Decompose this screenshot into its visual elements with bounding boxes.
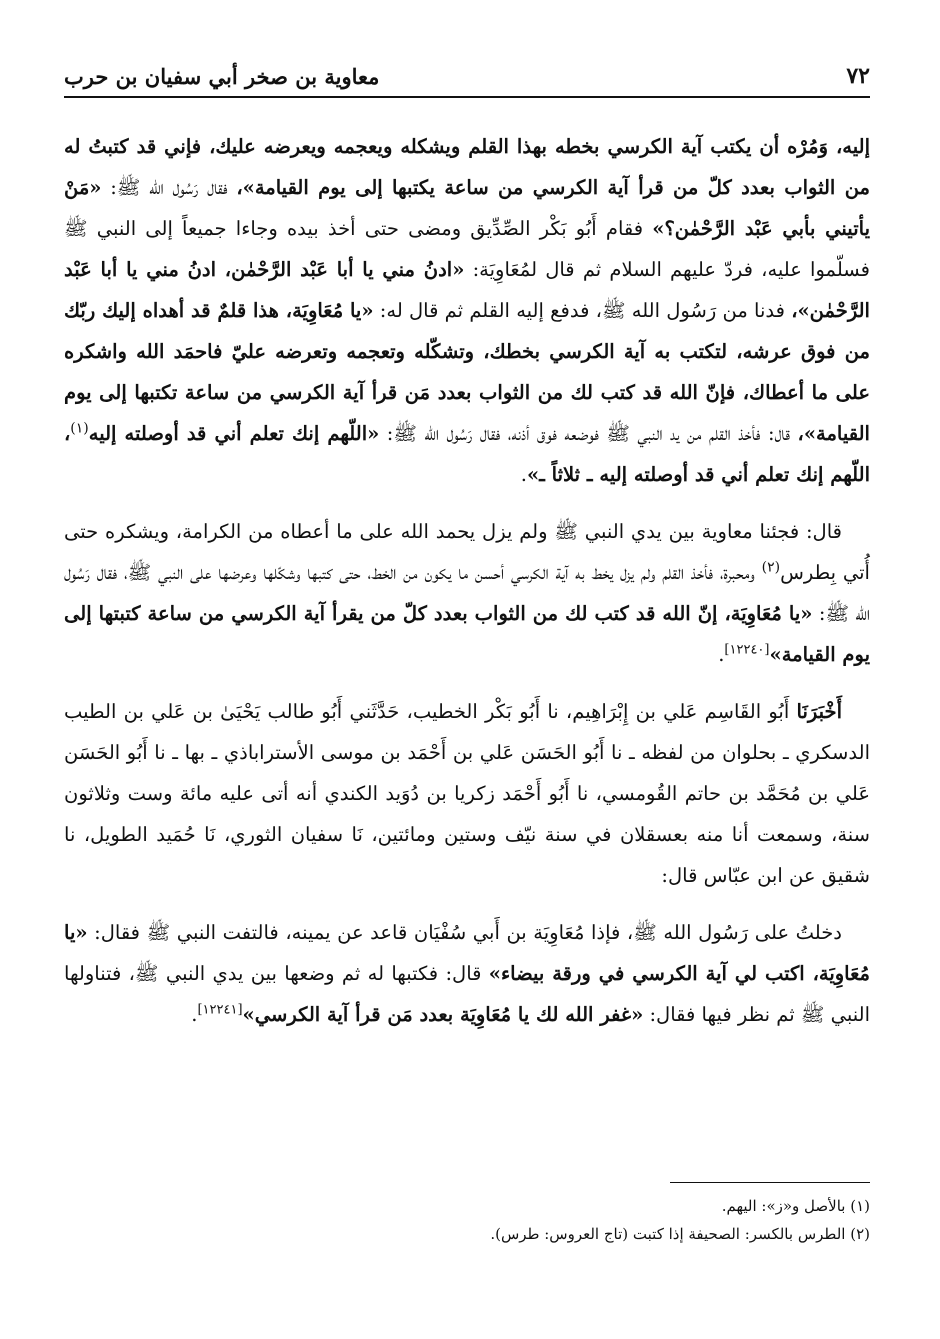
page-number: ٧٢ — [846, 63, 870, 89]
narration-text: قال: فكتبها له ثم وضعها بين يدي النبي ﷺ، فتناولها النبي ﷺ ثم نظر فيها فقال: — [64, 962, 870, 1026]
footnote-2: (٢) الطرس بالكسر: الصحيفة إذا كتبت (تاج العروس: طرس). — [490, 1225, 870, 1243]
narration-text: فقام أَبُو بَكْر الصِّدِّيق ومضى حتى أخذ بيده وجاءا جميعاً إلى النبي ﷺ فسلّموا عليه، فردّ عليهم السلام ثم قال لمُعَاوِيَة: — [64, 217, 870, 281]
footnote-divider — [670, 1182, 870, 1183]
hadith-text: «ادنُ مني يا أبا عَبْد الرَّحْمٰن، ادنُ مني يا أبا عَبْد الرَّحْمٰن»، — [64, 258, 870, 322]
main-text — [64, 126, 870, 1051]
running-title: معاوية بن صخر أبي سفيان بن حرب — [64, 63, 380, 89]
footnote-marker: (٢) — [761, 559, 781, 576]
hadith-text: «مَنْ يأتيني بأبي عَبْد الرَّحْمٰن؟» — [64, 176, 870, 240]
hadith-text: «يا مُعَاوِيَة، هذا قلمٌ قد أهداه إليك ربّك من فوق عرشه، لتكتب به آية الكرسي بخطك، وتشكّله وتعجمه وتعرضه عليّ فاحمَد الله واشكره على ما أعطاك، فإنّ الله قد كتب لك من الثواب بعدد مَن قرأ آية الكرسي من ساعة تكتبها إلى يوم القيامة»، — [64, 299, 870, 445]
chain-opener: أَخْبَرَنَا — [796, 700, 842, 723]
narration-text: . — [191, 1003, 198, 1026]
hadith-text: «يا مُعَاوِيَة، إنّ الله قد كتب لك من الثواب بعدد كلّ من يقرأ آية الكرسي من ساعة كتبتها إلى يوم القيامة» — [64, 602, 870, 666]
hadith-text: «اللّهم إنك تعلم أني قد أوصلته إليه — [88, 422, 380, 445]
narration-text: فدنا من رَسُول الله ﷺ، فدفع إليه القلم ثم قال له: — [373, 299, 792, 322]
narration-text: قال: فأخذ القلم من يد النبي ﷺ فوضعه فوق أذنه، فقال رَسُول الله ﷺ: — [379, 422, 798, 445]
hadith-text: «يا مُعَاوِيَة، اكتب لي آية الكرسي في ورقة بيضاء» — [64, 921, 870, 985]
reference-number: [١٢٢٤١] — [197, 1002, 243, 1018]
footnote-marker: (١) — [70, 420, 89, 437]
reference-number: [١٢٢٤٠] — [724, 642, 770, 658]
hadith-text: ، اللّهم إنك تعلم أني قد أوصلته إليه ـ ثلاثاً ـ» — [64, 422, 870, 486]
narration-text: قال: فجئنا معاوية بين يدي النبي ﷺ ولم يزل يحمد الله على ما أعطاه من الكرامة، ويشكره حتى أُتي بِطرس — [64, 520, 870, 584]
narration-text: دخلتُ على رَسُول الله ﷺ، فإذا مُعَاوِيَة بن أَبي سُفْيَان قاعد عن يمينه، فالتفت النبي ﷺ فقال: — [87, 921, 842, 944]
footnotes — [64, 1192, 870, 1248]
paragraph-1 — [64, 126, 870, 495]
paragraph-4 — [64, 912, 870, 1035]
narration-text: فقال رَسُول الله ﷺ: — [101, 176, 237, 199]
footnote-1: (١) بالأصل و«ز»: اليهم. — [721, 1197, 870, 1215]
page-header — [64, 56, 870, 98]
narration-text: . — [520, 463, 527, 486]
narration-text: . — [718, 643, 725, 666]
narration-text: ومحبرة، فأخذ القلم ولم يزل يخط به آية الكرسي أحسن ما يكون من الخط، حتى كتبها وشكّلها وعرضها على النبي ﷺ، فقال رَسُول الله ﷺ: — [64, 561, 870, 625]
paragraph-3 — [64, 691, 870, 896]
paragraph-2 — [64, 511, 870, 675]
hadith-text: إليه، وَمُرْه أن يكتب آية الكرسي بخطه بهذا القلم ويشكله ويعجمه ويعرضه عليك، فإني قد كتبتُ له من الثواب بعدد كلّ من قرأ آية الكرسي من ساعة يكتبها إلى يوم القيامة»، — [64, 135, 870, 199]
isnad-text: أَبُو القَاسِم عَلي بن إِبْرَاهِيم، نا أَبُو بَكْر الخطيب، حَدَّثَني أَبُو طالب يَحْيَىٰ بن عَلي بن الطيب الدسكري ـ بحلوان من لفظه ـ نا أَبُو الحَسَن عَلي بن أَحْمَد بن موسى الأستراباذي ـ بها ـ نا أَبُو الحَسَن عَلي بن مُحَمَّد بن حاتم القُومسي، نا أَبُو أَحْمَد زكريا بن دُوَيد الكندي أنه أتى عليه مائة وست وثلاثون سنة، وسمعت أنا منه بعسقلان في سنة نيّف وستين ومائتين، نَا سفيان الثوري، نَا حُمَيد الطويل، نا شقيق عن ابن عبّاس قال: — [64, 700, 870, 887]
hadith-text: «غفر الله لك يا مُعَاوِيَة بعدد مَن قرأ آية الكرسي» — [242, 1003, 644, 1026]
